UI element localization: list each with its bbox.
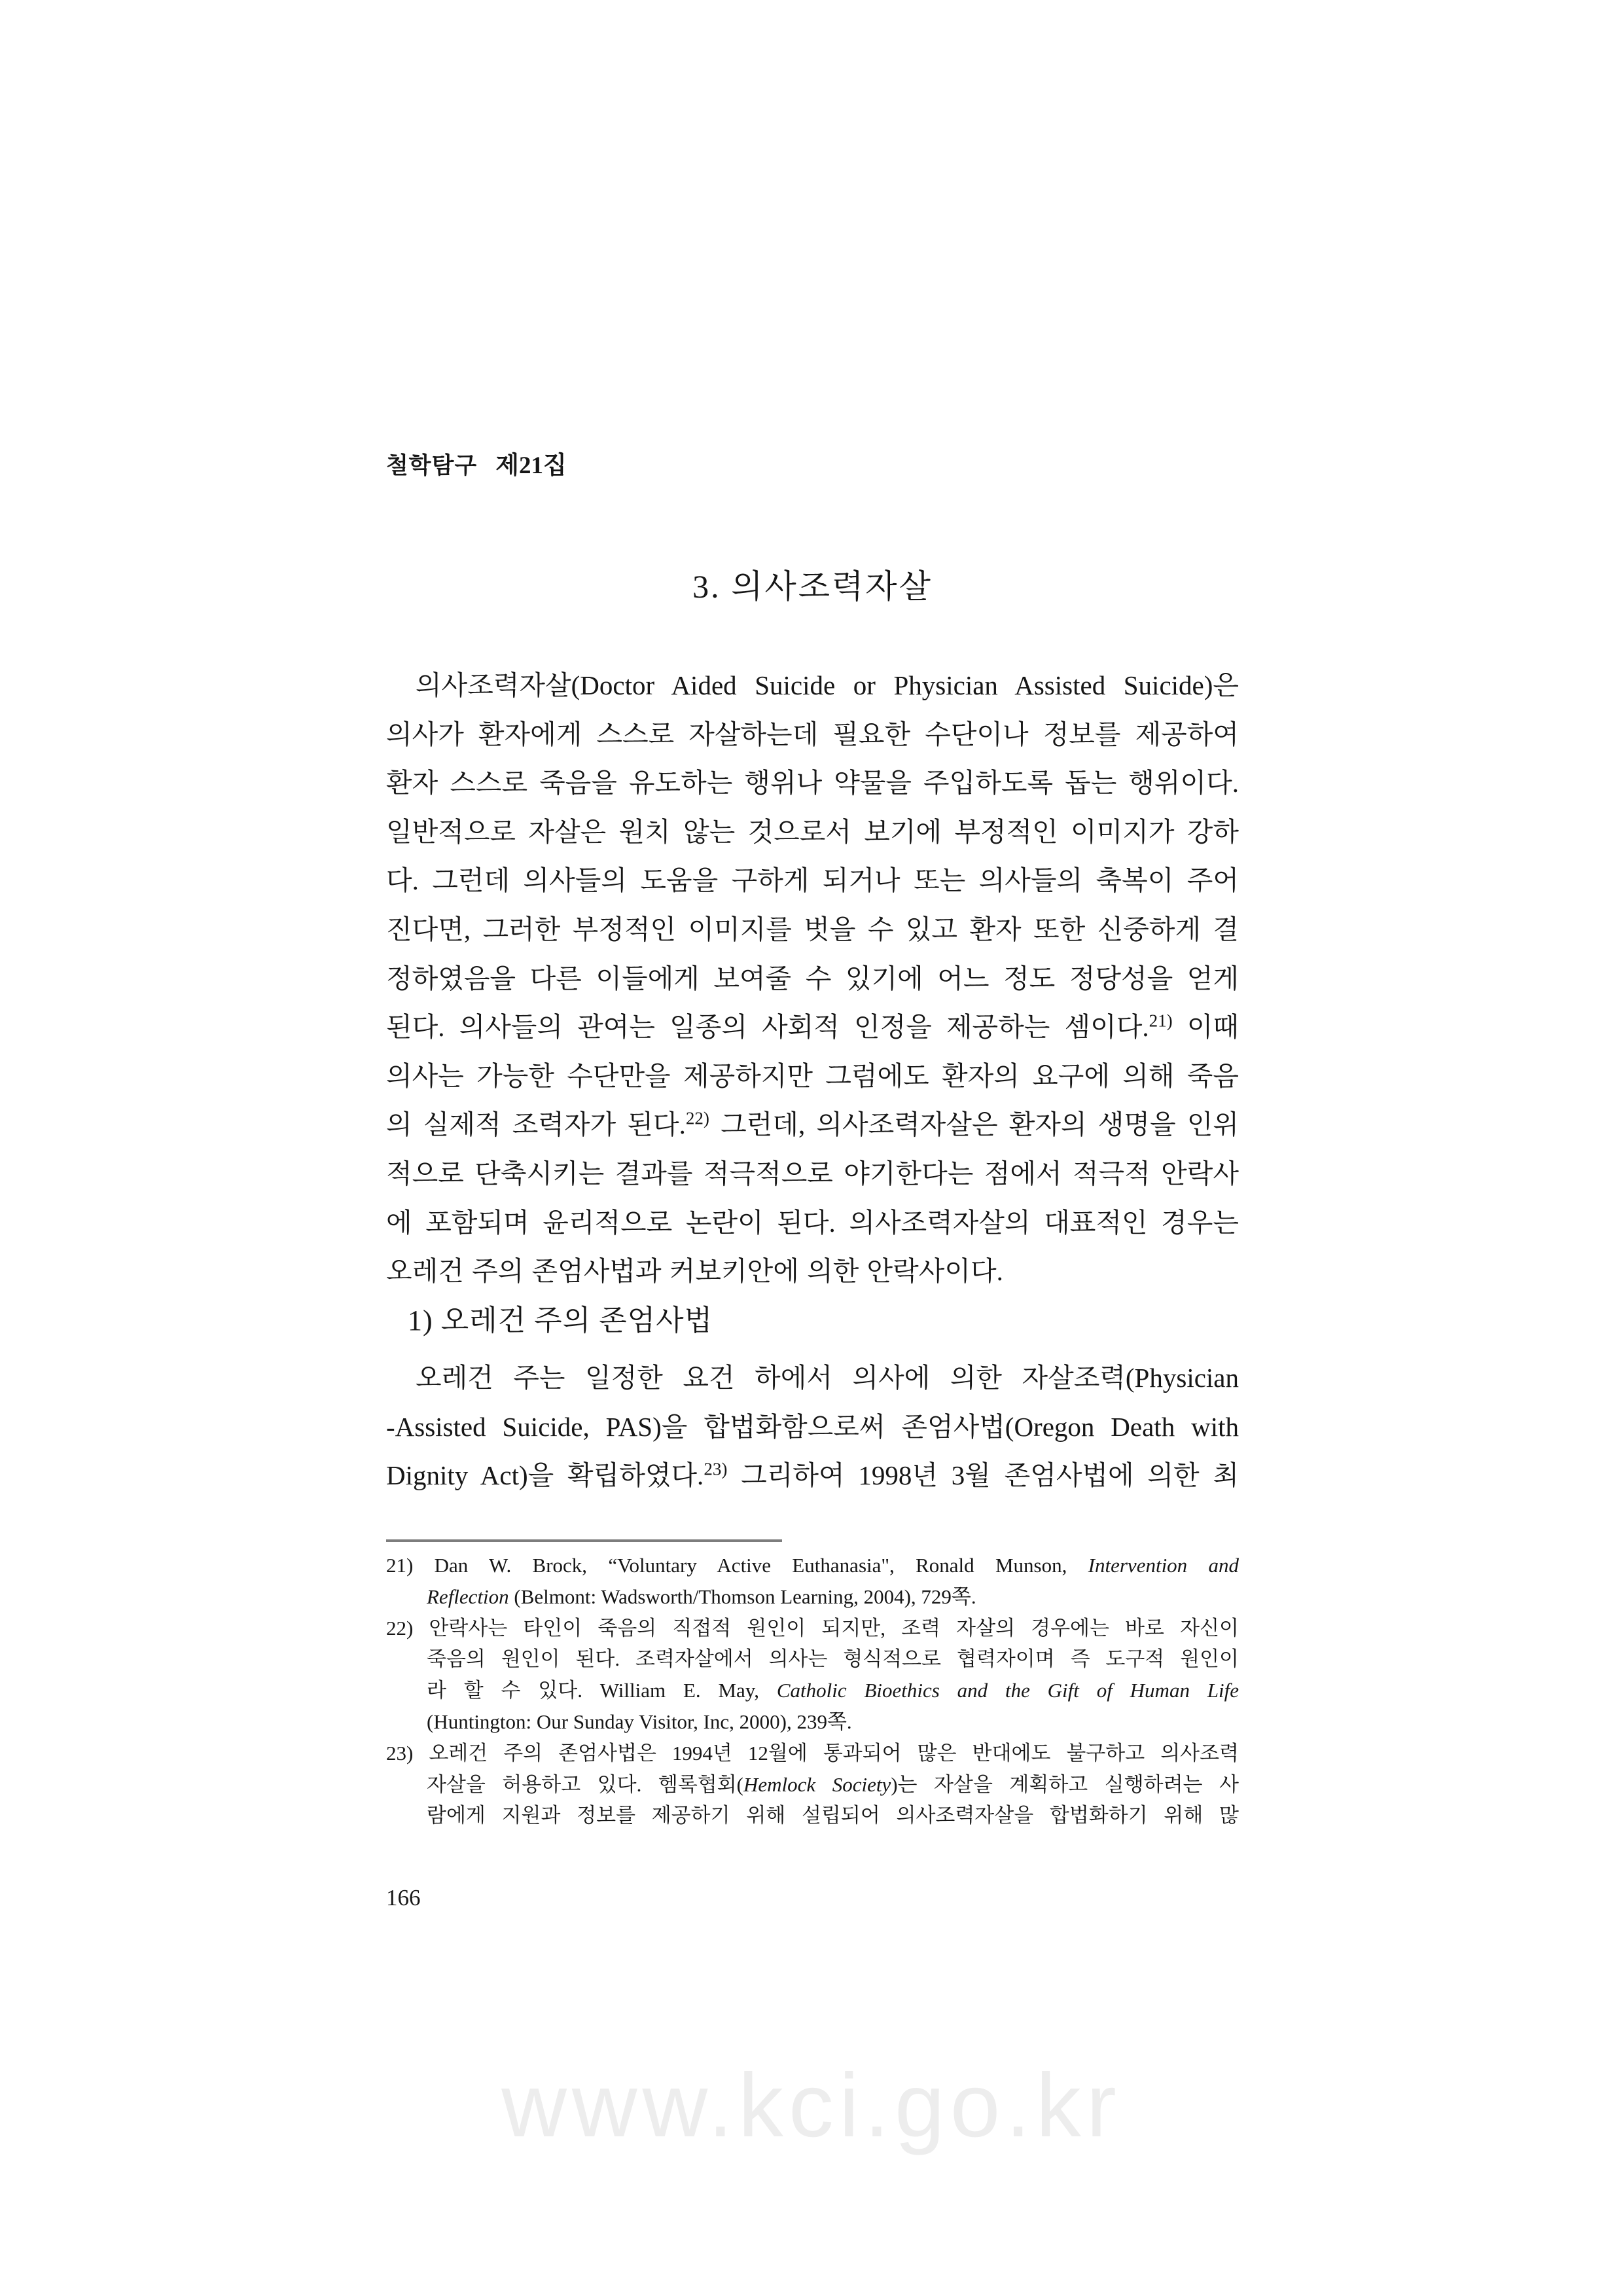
text-line: 의사는 가능한 수단만을 제공하지만 그럼에도 환자의 요구에 의해 죽음 — [386, 1060, 1239, 1091]
paragraph-1 — [386, 661, 1239, 1296]
text-line: (Huntington: Our Sunday Visitor, Inc, 2000), 239쪽. — [427, 1710, 852, 1733]
text-line: 적으로 단축시키는 결과를 적극적으로 야기한다는 점에서 적극적 안락사 — [386, 1158, 1239, 1189]
text-line: 오레건 주는 일정한 요건 하에서 의사에 의한 자살조력(Physician — [416, 1363, 1239, 1393]
section-title: 3. 의사조력자살 — [692, 568, 933, 605]
text-line: 라 할 수 있다. William E. May, Catholic Bioethics and the Gift of Human Life — [427, 1679, 1239, 1702]
text-line: 의사조력자살(Doctor Aided Suicide or Physician Assisted Suicide)은 — [416, 670, 1239, 700]
text-line: Dignity Act)을 확립하였다.$^{23)}$ 그리하여 1998년 3월 존엄사법에 의한 최 — [386, 1459, 1239, 1491]
footnotes-section — [386, 1550, 1239, 1831]
journal-issue-number: 제21집 — [495, 452, 567, 479]
text-line: 일반적으로 자살은 원치 않는 것으로서 보기에 부정적인 이미지가 강하 — [386, 816, 1239, 847]
text-line: 죽음의 원인이 된다. 조력자살에서 의사는 형식적으로 협력자이며 즉 도구적 원인이 — [427, 1647, 1239, 1671]
text-line: 람에게 지원과 정보를 제공하기 위해 설립되어 의사조력자살을 합법화하기 위해 많 — [427, 1804, 1239, 1827]
text-line: 22) 안락사는 타인이 죽음의 직접적 원인이 되지만, 조력 자살의 경우에는 바로 자신이 — [386, 1616, 1239, 1640]
kci-watermark: www.kci.go.kr — [501, 2055, 1122, 2156]
footnote-21 — [386, 1550, 1239, 1613]
footnote-22 — [386, 1613, 1239, 1738]
text-line: 된다. 의사들의 관여는 일종의 사회적 인정을 제공하는 셈이다.$^{21)}$ 이때 — [386, 1011, 1239, 1043]
text-line: 환자 스스로 죽음을 유도하는 행위나 약물을 주입하도록 돕는 행위이다. — [386, 768, 1239, 798]
text-line: 진다면, 그러한 부정적인 이미지를 벗을 수 있고 환자 또한 신중하게 결 — [386, 914, 1239, 944]
text-block — [386, 0, 1239, 2296]
footnote-23 — [386, 1738, 1239, 1831]
text-line: 의 실제적 조력자가 된다.$^{22)}$ 그런데, 의사조력자살은 환자의 생명을 인위 — [386, 1108, 1240, 1140]
text-line: 에 포함되며 윤리적으로 논란이 된다. 의사조력자살의 대표적인 경우는 — [386, 1207, 1239, 1238]
text-line: 정하였음을 다른 이들에게 보여줄 수 있기에 어느 정도 정당성을 얻게 — [386, 963, 1239, 994]
text-line: 23) 오레건 주의 존엄사법은 1994년 12월에 통과되어 많은 반대에도 불구하고 의사조력 — [386, 1741, 1239, 1765]
text-line: 의사가 환자에게 스스로 자살하는데 필요한 수단이나 정보를 제공하여 — [386, 719, 1239, 749]
journal-name: 철학탐구 — [386, 453, 478, 478]
text-line: Reflection (Belmont: Wadsworth/Thomson Learning, 2004), 729쪽. — [427, 1585, 976, 1608]
text-line: 21) Dan W. Brock, “Voluntary Active Euthanasia", Ronald Munson, Intervention and — [386, 1554, 1239, 1577]
text-line: 오레건 주의 존엄사법과 커보키안에 의한 안락사이다. — [386, 1256, 1003, 1287]
subsection-heading: 1) 오레건 주의 존엄사법 — [408, 1304, 713, 1336]
text-line: 자살을 허용하고 있다. 헴록협회(Hemlock Society)는 자살을 계획하고 실행하려는 사 — [427, 1772, 1239, 1796]
page-number: 166 — [386, 1885, 421, 1910]
paragraph-2 — [386, 1354, 1239, 1500]
text-line: -Assisted Suicide, PAS)을 합법화함으로써 존엄사법(Oregon Death with — [386, 1411, 1239, 1442]
footnote-separator-rule — [386, 1539, 782, 1542]
text-line: 다. 그런데 의사들의 도움을 구하게 되거나 또는 의사들의 축복이 주어 — [386, 865, 1239, 896]
running-head — [386, 445, 567, 480]
